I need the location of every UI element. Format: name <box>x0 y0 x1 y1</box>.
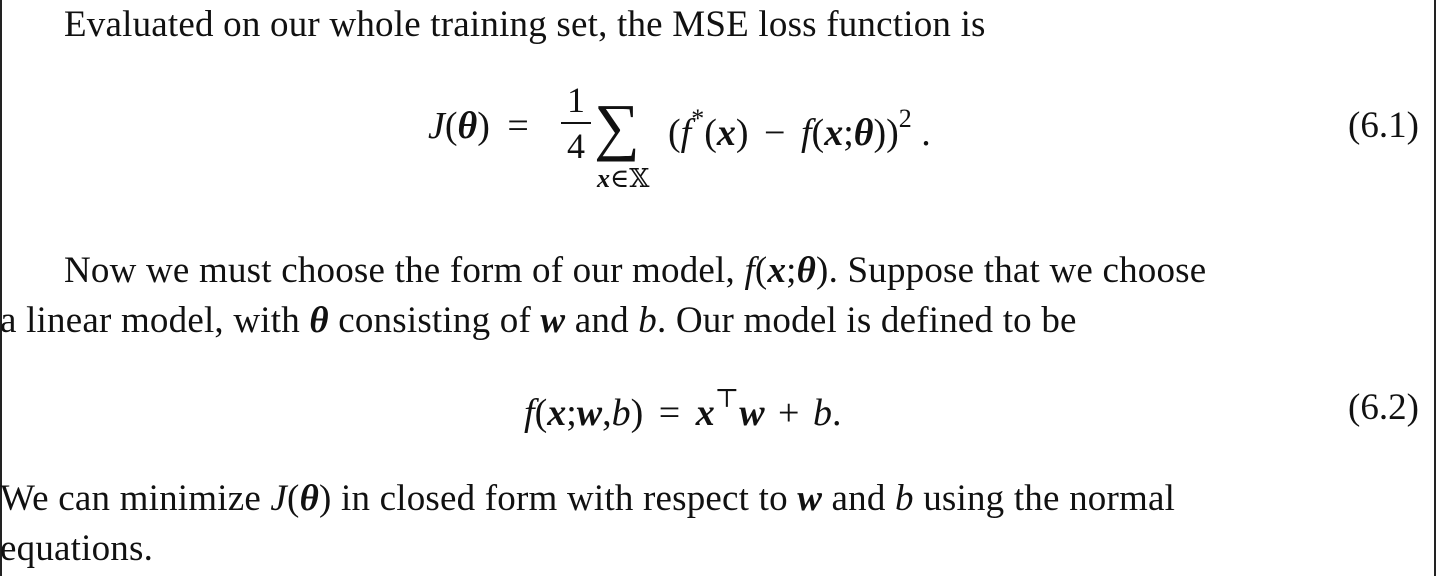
para2-text-1: Now we must choose the form of our model, <box>64 250 745 291</box>
eq1-frac-bar <box>561 122 591 124</box>
eq1-sum-subscript <box>597 164 649 194</box>
eq1-fstar: f <box>680 112 692 154</box>
eq1-f2: f <box>800 112 812 154</box>
eq1-rhs-open: ( <box>668 112 681 154</box>
eq1-lhs-close: ) <box>477 105 490 147</box>
para2-math-open: ( <box>754 250 768 291</box>
para2-text-5: and <box>565 300 639 341</box>
equation-6-1-rhs <box>668 104 931 155</box>
eq2-x2: x <box>695 392 715 434</box>
para2-text-6: . Our model is defined to be <box>656 300 1077 341</box>
eq2-close: ) <box>630 392 644 434</box>
para2-math-x: x <box>767 250 787 291</box>
eq1-semi: ; <box>843 112 854 154</box>
eq1-close2: ) <box>735 112 749 154</box>
para3-text-1: We can minimize <box>0 478 271 519</box>
para2-math-semi: ; <box>786 250 797 291</box>
eq1-open2: ( <box>704 112 717 154</box>
eq1-j: J <box>428 105 445 147</box>
eq2-f: f <box>524 392 535 434</box>
eq1-equals: = <box>507 105 529 147</box>
eq2-end: . <box>831 392 842 434</box>
equation-6-1-lhs <box>428 104 529 148</box>
paragraph-3-line-2 <box>0 524 153 574</box>
para2-math-theta2: θ <box>309 300 329 341</box>
para2-text-3: a linear model, with <box>0 300 310 341</box>
eq2-open: ( <box>534 392 548 434</box>
eq1-theta2: θ <box>853 112 874 154</box>
equation-number-6-2: (6.2) <box>1348 387 1419 428</box>
para3-math-b: b <box>895 478 914 519</box>
paragraph-3-line-1 <box>0 474 1175 524</box>
eq1-fraction <box>561 80 591 166</box>
para3-math-w: w <box>797 478 823 519</box>
paragraph-1 <box>64 0 986 50</box>
eq2-comma: , <box>602 392 612 434</box>
para2-text-2: Suppose that we choose <box>838 250 1207 291</box>
eq2-plus: + <box>778 392 800 434</box>
eq2-transpose: ⊤ <box>714 384 740 413</box>
eq1-theta: θ <box>457 105 478 147</box>
eq2-b2: b <box>812 392 832 434</box>
para2-math-w: w <box>540 300 566 341</box>
para3-math-theta: θ <box>299 478 319 519</box>
paragraph-2-line-2 <box>0 296 1077 346</box>
eq1-frac-denominator: 4 <box>567 126 585 166</box>
para3-math-close: ) <box>318 478 332 519</box>
para3-text-4: using the normal <box>913 478 1176 519</box>
eq1-minus: − <box>764 112 786 154</box>
eq1-end: . <box>911 112 931 154</box>
eq1-x2: x <box>824 112 844 154</box>
para3-math-open: ( <box>287 478 300 519</box>
eq2-x: x <box>547 392 567 434</box>
equation-6-2 <box>524 384 841 435</box>
eq2-semi: ; <box>566 392 577 434</box>
paragraph-2-line-1 <box>64 246 1206 296</box>
eq2-w2: w <box>739 392 765 434</box>
paragraph-1-text: Evaluated on our whole training set, the MSE loss function is <box>64 4 986 45</box>
para3-text-3: and <box>822 478 896 519</box>
eq1-close3: )) <box>873 112 899 154</box>
para3-text-5: equations. <box>0 528 154 569</box>
eq2-equals: = <box>658 392 681 434</box>
para2-math-close: ). <box>816 250 839 291</box>
equation-number-6-1: (6.1) <box>1348 105 1419 146</box>
para3-text-2: in closed form with respect to <box>331 478 798 519</box>
para2-math-theta: θ <box>796 250 817 291</box>
eq1-sub-in: ∈𝕏 <box>610 164 650 193</box>
eq1-x: x <box>716 112 736 154</box>
eq1-open3: ( <box>811 112 825 154</box>
eq1-square: 2 <box>898 104 912 133</box>
eq1-sub-x: x <box>597 164 610 193</box>
eq1-frac-numerator: 1 <box>567 80 585 120</box>
page-right-edge <box>1434 0 1436 576</box>
para2-math-b: b <box>638 300 657 341</box>
para3-math-j: J <box>270 478 288 519</box>
eq2-b: b <box>611 392 631 434</box>
para2-math-f: f <box>744 250 755 291</box>
eq1-star: * <box>691 104 705 133</box>
eq1-summation: ∑ <box>594 91 640 162</box>
eq1-lhs-open: ( <box>444 105 458 147</box>
para2-text-4: consisting of <box>328 300 541 341</box>
eq2-w: w <box>576 392 603 434</box>
